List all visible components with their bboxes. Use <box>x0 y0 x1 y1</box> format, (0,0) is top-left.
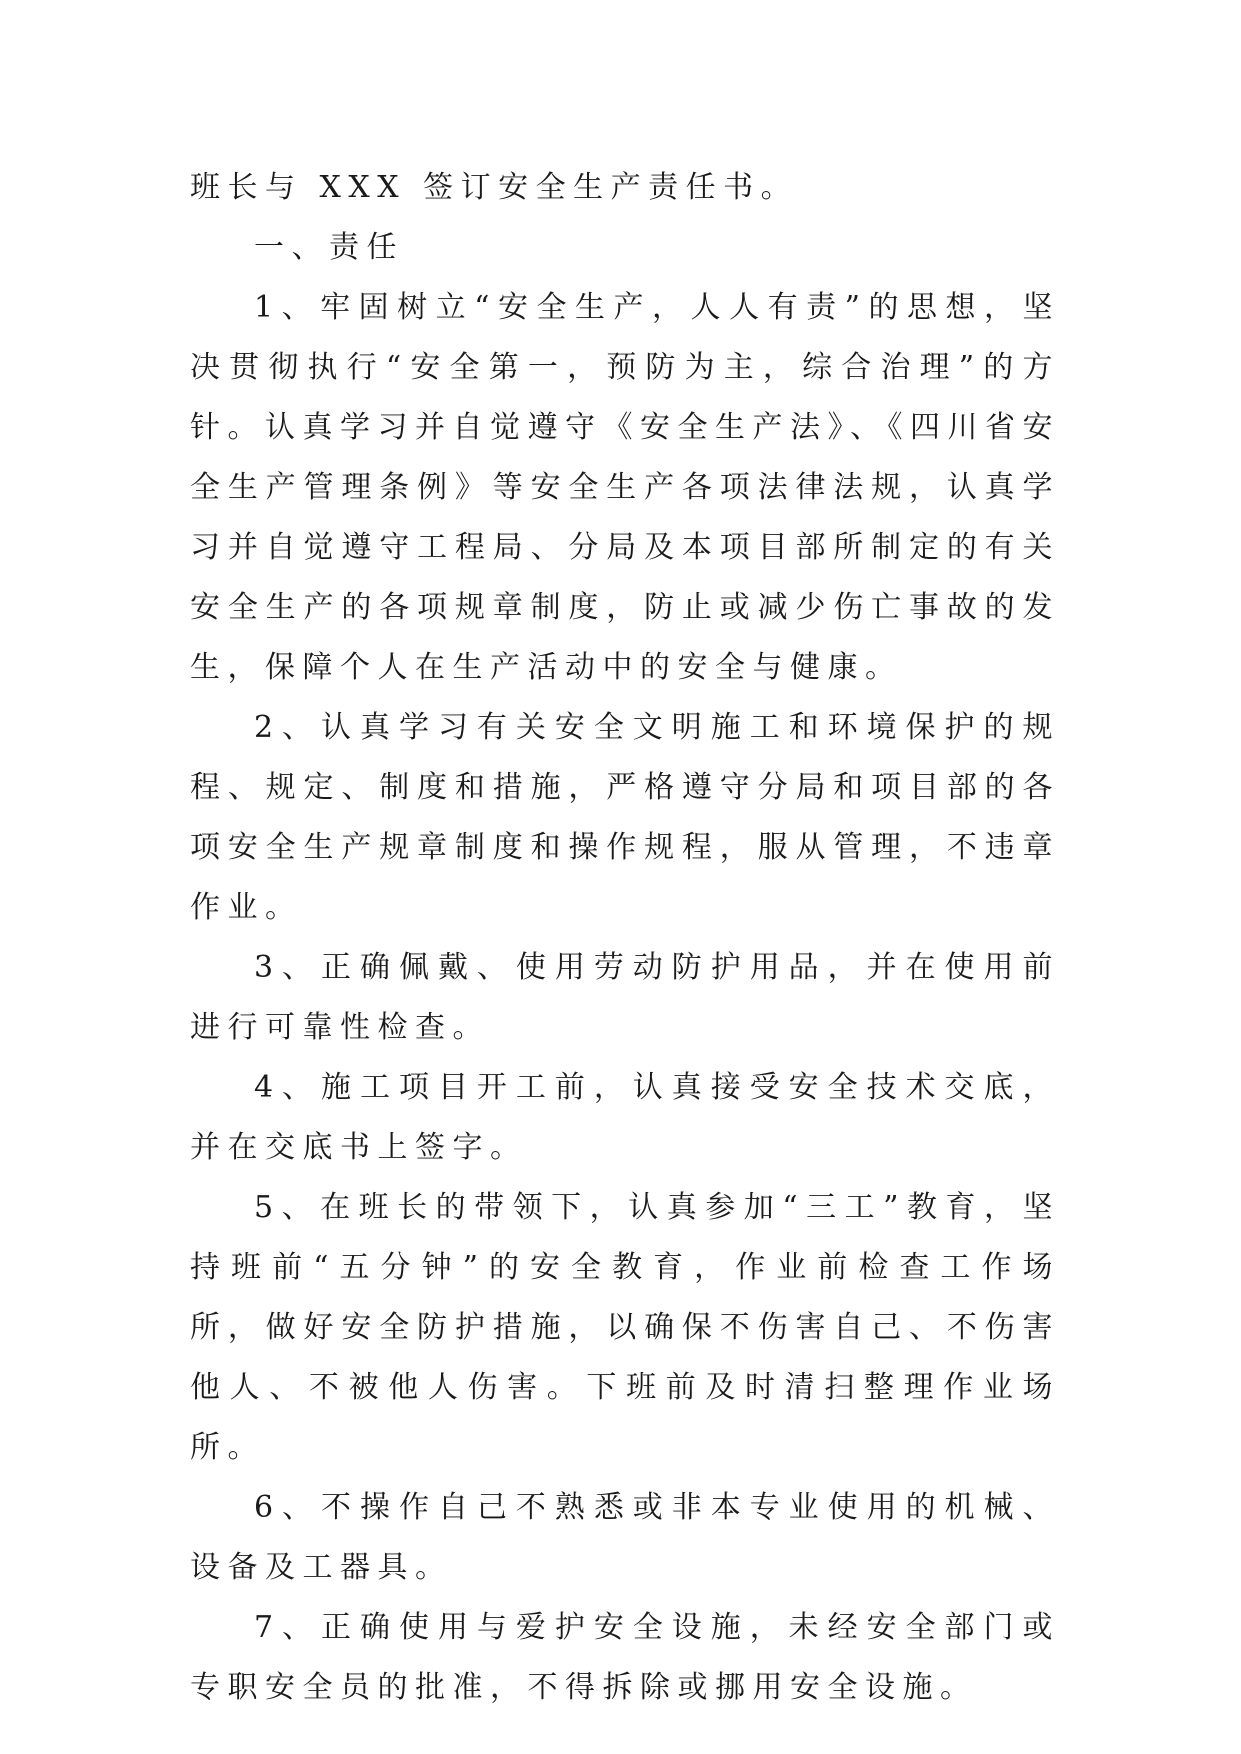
clause-2: 2、认真学习有关安全文明施工和环境保护的规程、规定、制度和措施，严格遵守分局和项目部的各项安全生产规章制度和操作规程，服从管理，不违章作业。 <box>190 710 1060 925</box>
clause-5: 5、在班长的带领下，认真参加“三工”教育，坚持班前“五分钟”的安全教育，作业前检查工作场所，做好安全防护措施，以确保不伤害自己、不伤害他人、不被他人伤害。下班前及时清扫整理作业场所。 <box>190 1190 1060 1465</box>
clause-3: 3、正确佩戴、使用劳动防护用品，并在使用前进行可靠性检查。 <box>190 950 1060 1045</box>
clause-4: 4、施工项目开工前，认真接受安全技术交底，并在交底书上签字。 <box>190 1070 1060 1165</box>
document-body <box>190 158 1060 1718</box>
clause-7: 7、正确使用与爱护安全设施，未经安全部门或专职安全员的批准，不得拆除或挪用安全设施。 <box>190 1610 1060 1705</box>
clause-1: 1、牢固树立“安全生产，人人有责”的思想，坚决贯彻执行“安全第一，预防为主，综合治理”的方针。认真学习并自觉遵守《安全生产法》、《四川省安全生产管理条例》等安全生产各项法律法规，认真学习并自觉遵守工程局、分局及本项目部所制定的有关安全生产的各项规章制度，防止或减少伤亡事故的发生，保障个人在生产活动中的安全与健康。 <box>190 290 1060 685</box>
section-heading: 一、责任 <box>254 230 404 265</box>
opening-line: 班长与 XXX 签订安全生产责任书。 <box>190 170 799 205</box>
clause-6: 6、不操作自己不熟悉或非本专业使用的机械、设备及工器具。 <box>190 1490 1060 1585</box>
